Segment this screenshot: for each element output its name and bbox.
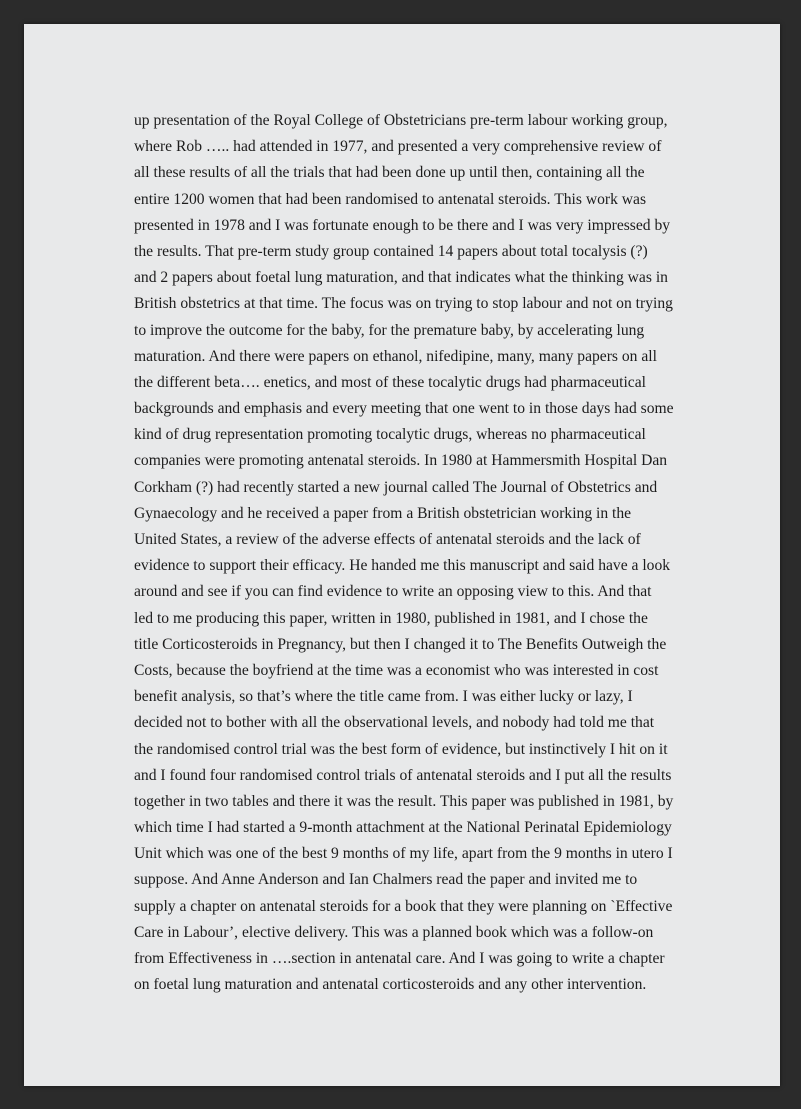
text-line: where Rob ….. had attended in 1977, and presented a very comprehensive review of — [134, 138, 662, 156]
text-line: Corkham (?) had recently started a new journal called The Journal of Obstetrics and — [134, 478, 658, 496]
text-line: from Effectiveness in ….section in antenatal care. And I was going to write a chapter — [134, 950, 665, 967]
text-line: the randomised control trial was the best form of evidence, but instinctively I hit on it — [134, 740, 668, 758]
text-line: evidence to support their efficacy. He handed me this manuscript and said have a look — [134, 557, 671, 575]
text-line: Gynaecology and he received a paper from a British obstetrician working in the — [134, 504, 632, 522]
text-line: maturation. And there were papers on ethanol, nifedipine, many, many papers on all — [134, 347, 657, 365]
text-line: British obstetrics at that time. The focus was on trying to stop labour and not on trying — [134, 295, 673, 313]
text-line: decided not to bother with all the observational levels, and nobody had told me that — [134, 714, 655, 732]
text-line: presented in 1978 and I was fortunate enough to be there and I was very impressed by — [134, 216, 671, 234]
text-line: up presentation of the Royal College of Obstetricians pre-term labour working group, — [134, 112, 668, 129]
text-line: to improve the outcome for the baby, for the premature baby, by accelerating lung — [134, 321, 645, 339]
text-line: supply a chapter on antenatal steroids for a book that they were planning on `Effective — [134, 897, 673, 915]
text-line: title Corticosteroids in Pregnancy, but then I changed it to The Benefits Outweigh the — [134, 635, 667, 653]
text-line: benefit analysis, so that’s where the title came from. I was either lucky or lazy, I — [134, 688, 633, 706]
text-line: Unit which was one of the best 9 months of my life, apart from the 9 months in utero I — [134, 845, 673, 863]
text-line: United States, a review of the adverse effects of antenatal steroids and the lack of — [134, 531, 641, 548]
text-line: companies were promoting antenatal steroids. In 1980 at Hammersmith Hospital Dan — [134, 452, 668, 470]
text-line: Costs, because the boyfriend at the time was a economist who was interested in cost — [134, 661, 659, 679]
text-line: on foetal lung maturation and antenatal corticosteroids and any other intervention. — [134, 976, 647, 994]
text-line: all these results of all the trials that had been done up until then, containing all the — [134, 164, 645, 182]
text-line: together in two tables and there it was the result. This paper was published in 1981, by — [134, 792, 674, 810]
document-page — [24, 24, 780, 1086]
text-line: kind of drug representation promoting tocalytic drugs, whereas no pharmaceutical — [134, 426, 646, 444]
text-line: led to me producing this paper, written in 1980, published in 1981, and I chose the — [134, 609, 648, 627]
text-line: and I found four randomised control trials of antenatal steroids and I put all the results — [134, 766, 672, 784]
text-line: around and see if you can find evidence to write an opposing view to this. And that — [134, 583, 652, 601]
text-line: the different beta…. enetics, and most of these tocalytic drugs had pharmaceutical — [134, 373, 646, 391]
text-line: suppose. And Anne Anderson and Ian Chalmers read the paper and invited me to — [134, 871, 638, 889]
body-text — [134, 108, 676, 998]
text-line: and 2 papers about foetal lung maturation, and that indicates what the thinking was in — [134, 269, 668, 287]
text-line: the results. That pre-term study group contained 14 papers about total tocalysis (?) — [134, 242, 648, 260]
text-line: backgrounds and emphasis and every meeting that one went to in those days had some — [134, 400, 674, 418]
text-line: entire 1200 women that had been randomised to antenatal steroids. This work was — [134, 190, 647, 208]
text-line: which time I had started a 9-month attachment at the National Perinatal Epidemiology — [134, 819, 672, 837]
text-line: Care in Labour’, elective delivery. This was a planned book which was a follow-on — [134, 923, 654, 941]
